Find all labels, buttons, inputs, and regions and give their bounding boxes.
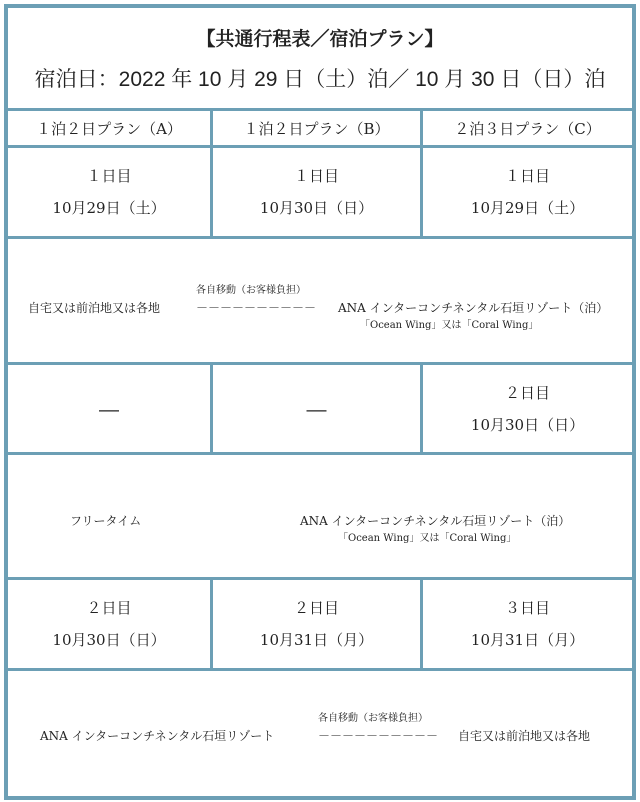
day-label: ２日目: [504, 383, 550, 402]
stay-dates: 宿泊日：2022 年 10 月 29 日（土）泊／ 10 月 30 日（日）泊: [34, 67, 606, 91]
day-label: ２日目: [293, 599, 339, 617]
move-to: ANA インターコンチネンタル石垣リゾート（泊）: [338, 301, 609, 315]
date-label: 10月30日（日）: [52, 631, 166, 649]
date-label: 10月29日（土）: [52, 199, 166, 217]
move-note: 各自移動（お客様負担）: [196, 285, 306, 296]
day-cell-c1: [423, 148, 632, 236]
day-cell-c2: [423, 365, 632, 452]
wing-names: 「Ocean Wing」又は「Coral Wing」: [360, 320, 539, 331]
move-row-1: [8, 239, 632, 362]
move-line: －－－－－－－－－－: [196, 301, 317, 315]
hotel: ANA インターコンチネンタル石垣リゾート（泊）: [300, 514, 571, 528]
day-label: １日目: [504, 167, 550, 185]
wing-names: 「Ocean Wing」又は「Coral Wing」: [338, 533, 517, 544]
plan-a-header: １泊２日プラン（A）: [8, 111, 210, 145]
day-label: ３日目: [504, 599, 550, 617]
itinerary-table: [4, 4, 636, 800]
day-cell-a1: [8, 148, 210, 236]
date-label: 10月30日（日）: [259, 199, 374, 217]
date-label: 10月31日（月）: [470, 631, 585, 649]
title-cell: [8, 8, 632, 108]
free-time: フリータイム: [70, 514, 142, 528]
day-cell-c3: [423, 580, 632, 668]
date-label: 10月30日（日）: [470, 415, 585, 434]
date-label: 10月29日（土）: [470, 199, 585, 217]
date-label: 10月31日（月）: [259, 631, 374, 649]
plan-c-header: ２泊３日プラン（C）: [423, 111, 632, 145]
day-cell-b3: [213, 580, 420, 668]
move-from: ANA インターコンチネンタル石垣リゾート: [40, 729, 275, 743]
move-to: 自宅又は前泊地又は各地: [458, 729, 591, 743]
move-note: 各自移動（お客様負担）: [318, 713, 428, 724]
free-row: [8, 455, 632, 577]
move-row-2: [8, 671, 632, 796]
day-label: １日目: [293, 167, 339, 185]
no-day-a: ―: [8, 365, 210, 452]
day-label: １日目: [86, 167, 132, 185]
day-cell-b1: [213, 148, 420, 236]
no-day-b: ―: [213, 365, 420, 452]
day-cell-a3: [8, 580, 210, 668]
move-from: 自宅又は前泊地又は各地: [28, 301, 161, 315]
move-line: －－－－－－－－－－: [318, 729, 439, 743]
page-title: 【共通行程表／宿泊プラン】: [196, 27, 444, 50]
plan-b-header: １泊２日プラン（B）: [213, 111, 420, 145]
day-label: ２日目: [86, 599, 132, 617]
